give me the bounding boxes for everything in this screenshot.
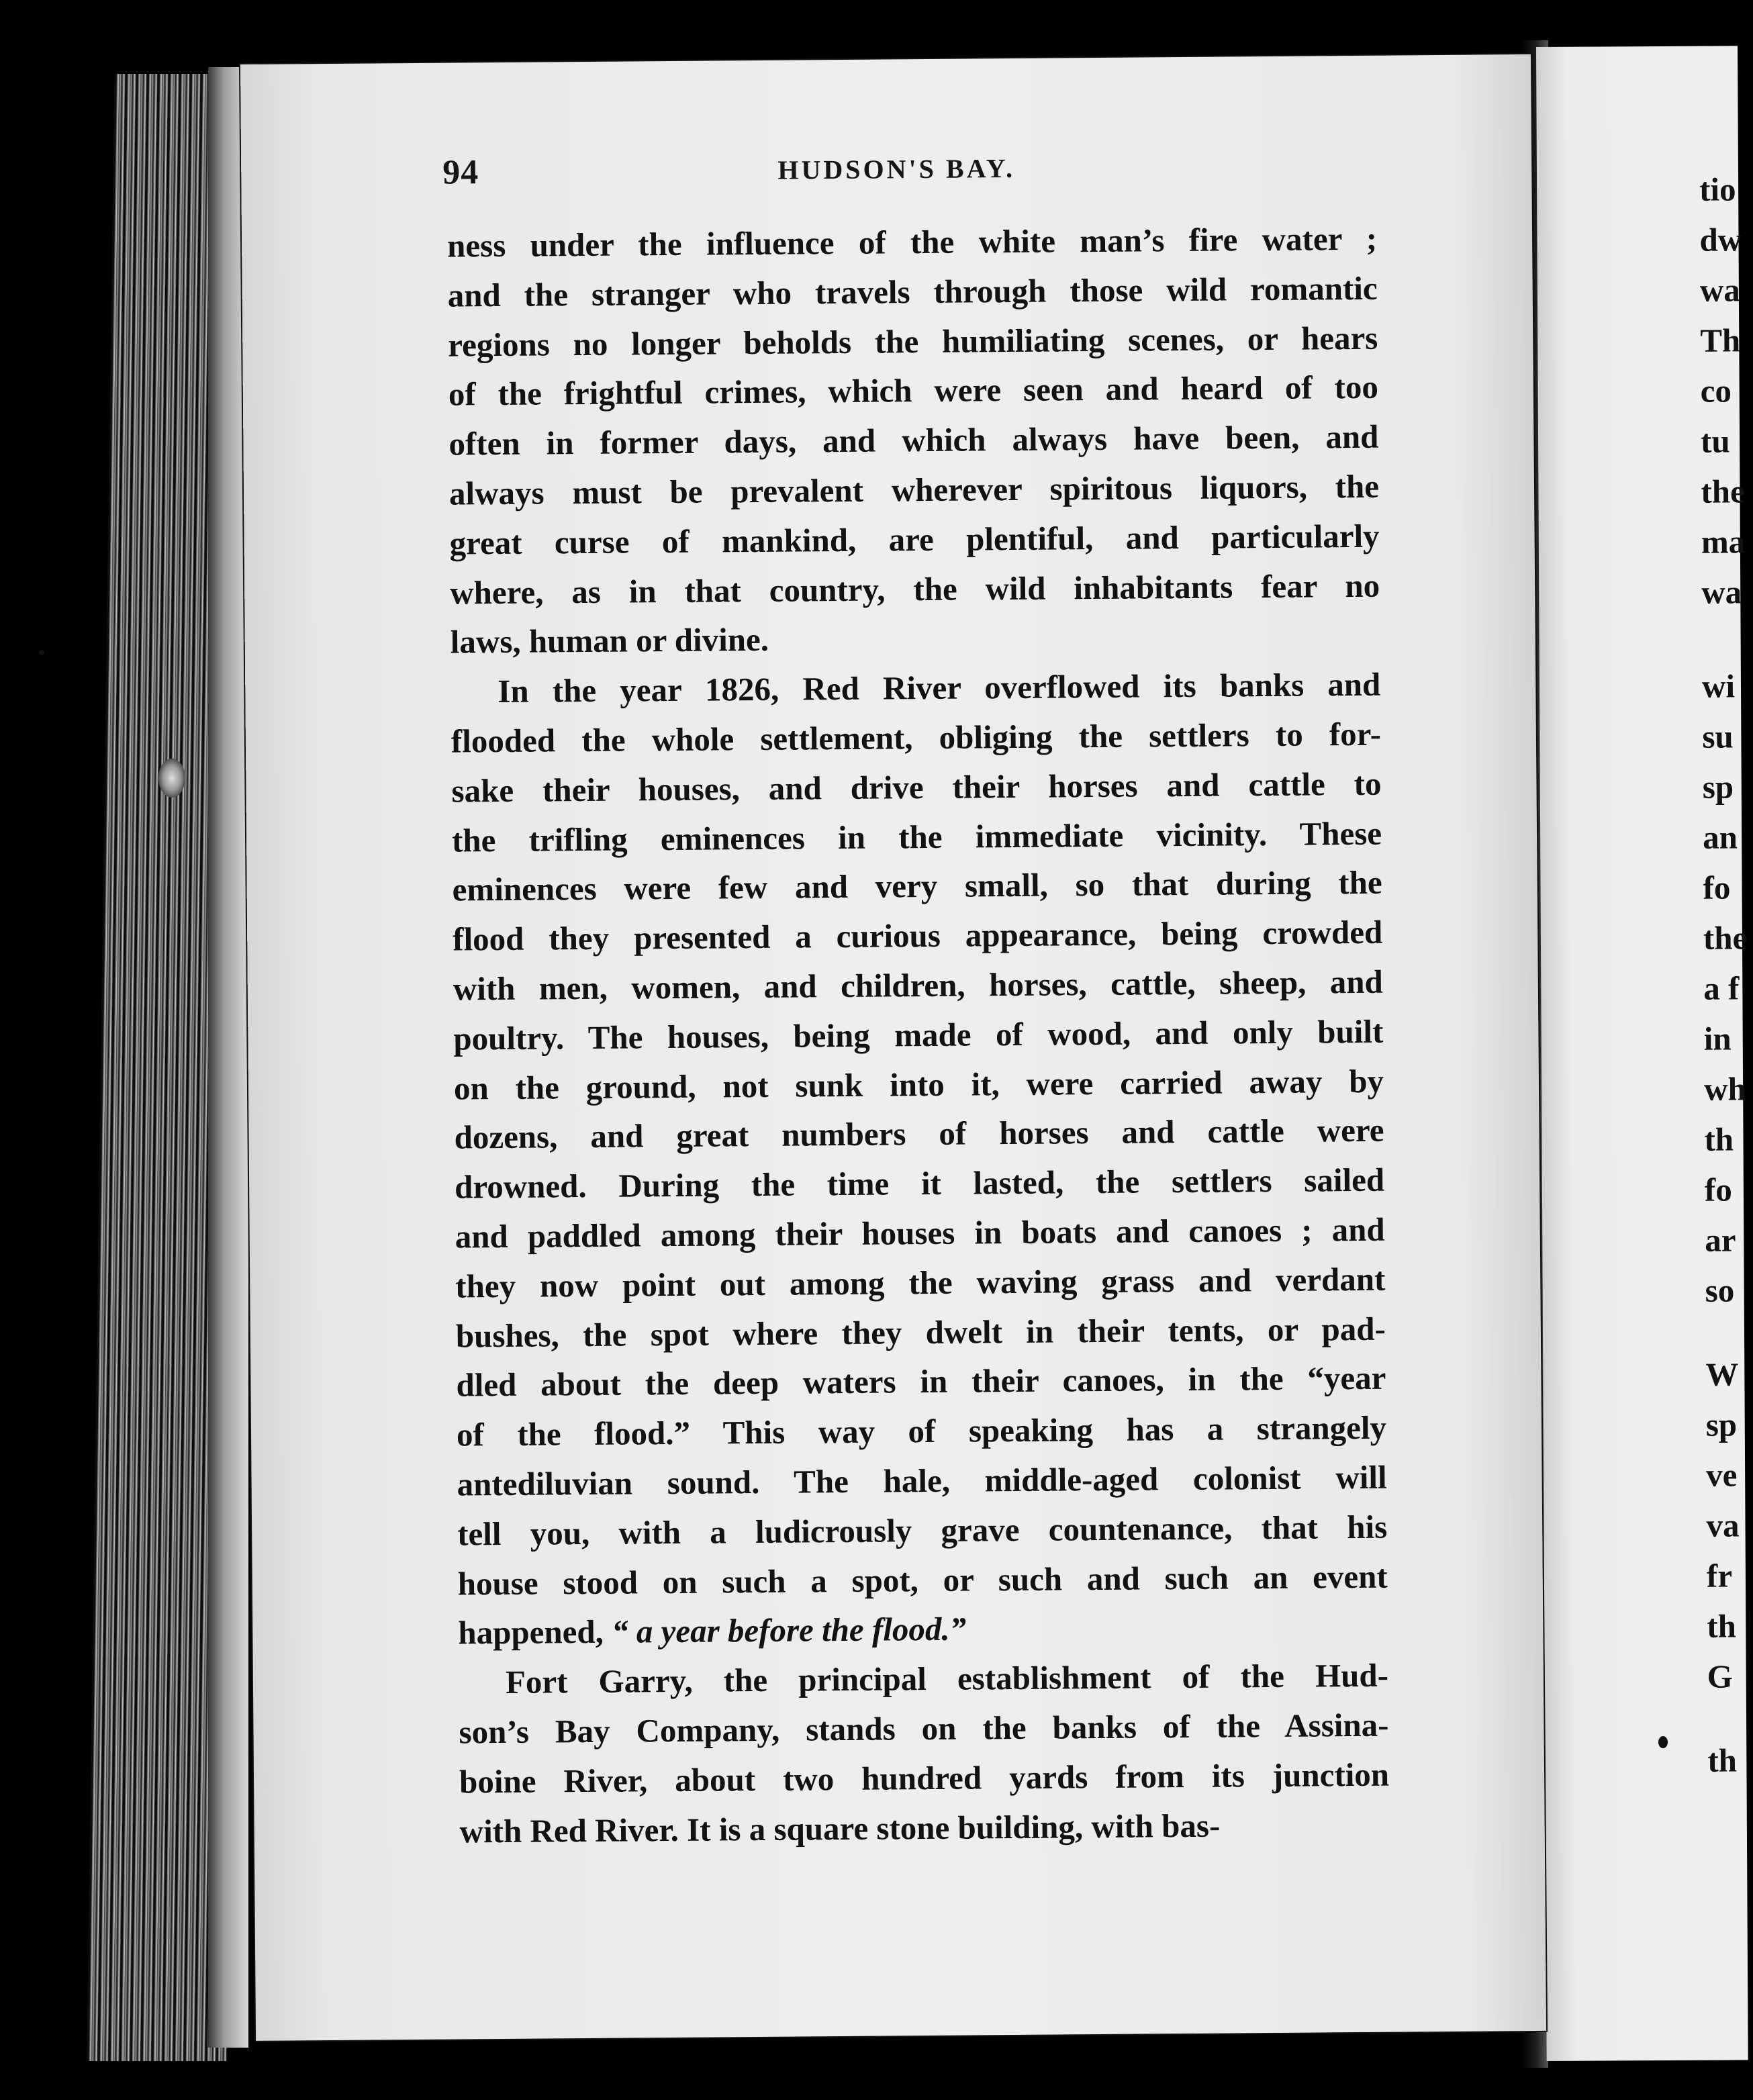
text-line: often in former days, and which always have been, and [448,418,1379,463]
text-line: with Red River. It is a square stone building, with bas- [459,1807,1221,1850]
facing-page-fragment: ar [1705,1221,1736,1259]
facing-page-fragment: wa [1699,271,1740,309]
paragraph [447,214,1380,667]
text-line: dled about the deep waters in their canoes, in the “year [456,1359,1386,1404]
text-line: on the ground, not sunk into it, were carried away by [453,1062,1384,1107]
text-line: antediluvian sound. The hale, middle-aged colonist will [457,1458,1387,1503]
text-line: of the flood.” This way of speaking has a strangely [456,1409,1387,1453]
facing-page-fragment: fr [1706,1557,1733,1594]
text-line: they now point out among the waving grass and verdant [455,1260,1386,1305]
text-line: sake their houses, and drive their horses and cattle to [451,765,1382,810]
facing-page-fragment: an [1703,818,1738,856]
facing-page-fragment: ve [1705,1456,1738,1494]
facing-page-fragment: th [1707,1607,1737,1645]
text-line: drowned. During the time it lasted, the settlers sailed [454,1161,1385,1206]
text-segment: happened, [458,1613,612,1652]
facing-page-fragment: tio [1699,171,1736,208]
facing-page-fragment: in [1703,1020,1732,1057]
text-line: regions no longer beholds the humiliating scenes, or hears [448,319,1378,364]
running-head [442,146,1351,200]
text-line: flooded the whole settlement, obliging the settlers to for- [451,715,1382,760]
text-line: and the stranger who travels through those wild romantic [447,269,1378,314]
facing-page-fragment: sp [1702,768,1734,806]
text-line: of the frightful crimes, which were seen and heard of too [448,369,1379,413]
facing-page-fragment: Th [1700,322,1741,359]
facing-page-fragment: the [1701,473,1745,510]
text-line: ness under the influence of the white man’s fire water ; [446,220,1378,265]
facing-page-fragment: wa [1701,573,1742,611]
facing-page-fragment: the [1703,919,1748,957]
facing-page-fragment: co [1700,372,1732,410]
text-line: great curse of mankind, are plentiful, and particularly [449,517,1380,562]
text-line: laws, human or divine. [450,621,769,661]
text-line: bushes, the spot where they dwelt in their tents, or pad- [455,1310,1386,1355]
scan-speck [39,650,44,655]
facing-page-fragment: wh [1703,1070,1746,1108]
text-line: boine River, about two hundred yards from its junction [459,1756,1390,1801]
facing-page-fragment: fo [1703,869,1731,906]
text-line: with men, women, and children, horses, cattle, sheep, and [453,963,1383,1008]
italic-quote: “ a year before the flood.” [611,1610,967,1651]
text-line: Fort Garry, the principal establishment of the Hud- [505,1656,1389,1701]
paragraph [459,1651,1390,1856]
text-line: poultry. The houses, being made of wood, and only built [453,1012,1384,1057]
paragraph [451,660,1388,1658]
running-title: HUDSON'S BAY. [777,152,1016,185]
text-line: always must be prevalent wherever spiritous liquors, the [448,467,1380,512]
facing-page-fragment: th [1704,1120,1734,1158]
facing-page-fragment: va [1706,1507,1740,1544]
facing-page-fragment: th [1707,1741,1738,1779]
scan-speck [1658,1736,1668,1748]
facing-page-fragment: sp [1705,1406,1738,1443]
facing-page-fragment: dw [1699,221,1742,258]
text-line: and paddled among their houses in boats and canoes ; and [455,1210,1385,1255]
page-number: 94 [442,153,479,192]
book-page [240,54,1546,2041]
facing-page [1536,46,1748,2061]
facing-page-fragment: a f [1703,969,1740,1007]
text-line: the trifling eminences in the immediate vicinity. These [451,814,1382,859]
text-line: where, as in that country, the wild inhabitants fear no [449,567,1380,612]
facing-page-fragment: W [1705,1355,1739,1393]
text-line: dozens, and great numbers of horses and cattle were [454,1112,1384,1156]
facing-page-fragment: ma [1701,523,1746,561]
scan-smudge [158,759,185,798]
facing-page-fragment: wi [1701,667,1736,705]
text-line: flood they presented a curious appearance, being crowded [453,913,1383,958]
text-line: tell you, with a ludicrously grave countenance, that his [457,1508,1388,1553]
facing-page-fragment: tu [1700,422,1730,460]
facing-page-fragment: so [1705,1272,1735,1309]
facing-page-fragment: G [1707,1658,1733,1695]
text-line: eminences were few and very small, so that during the [452,864,1382,908]
facing-page-fragment: su [1702,718,1734,755]
facing-page-fragment: fo [1704,1171,1732,1208]
text-line: In the year 1826, Red River overflowed its banks and [498,665,1381,710]
page-body-text [447,214,1390,1856]
text-line: house stood on such a spot, or such and such an event [457,1558,1388,1603]
text-line: son’s Bay Company, stands on the banks of the Assina- [459,1706,1389,1751]
text-line [458,1601,1388,1658]
